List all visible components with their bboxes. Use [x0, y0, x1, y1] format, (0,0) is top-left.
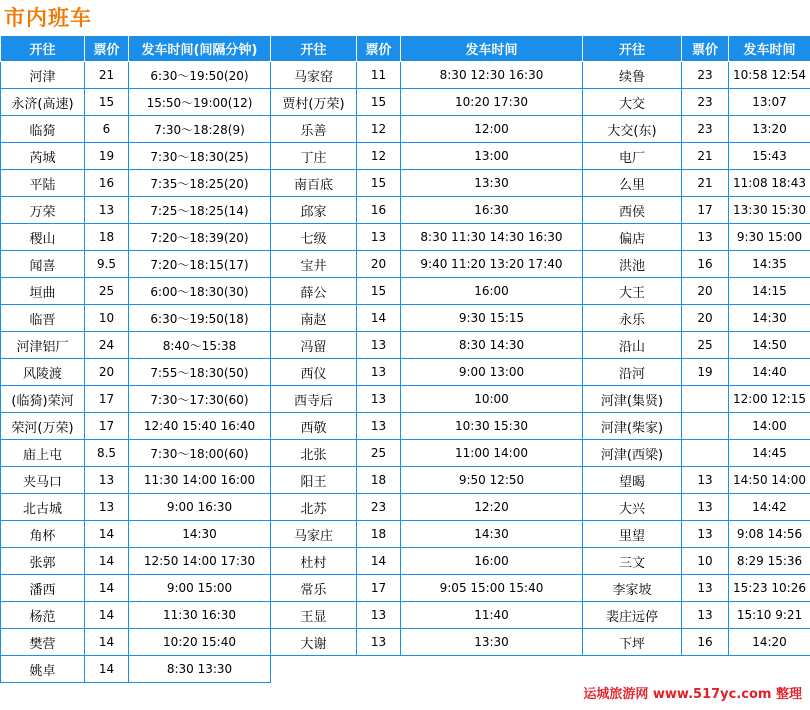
departure-times-cell: 8:30 11:30 14:30 16:30 [401, 224, 583, 251]
fare-cell: 13 [357, 413, 401, 440]
destination-cell: 么里 [583, 170, 682, 197]
table-row [1, 629, 810, 656]
fare-cell: 14 [85, 629, 129, 656]
table-row [1, 62, 810, 89]
destination-cell: 李家坡 [583, 575, 682, 602]
fare-cell: 13 [85, 197, 129, 224]
departure-times-cell: 11:30 14:00 16:00 [129, 467, 271, 494]
table-row [1, 521, 810, 548]
destination-cell: 闻喜 [1, 251, 85, 278]
fare-cell: 16 [682, 629, 729, 656]
destination-cell: 阳王 [271, 467, 357, 494]
fare-cell: 25 [682, 332, 729, 359]
destination-cell: 常乐 [271, 575, 357, 602]
destination-cell: 西寺后 [271, 386, 357, 413]
departure-times-cell: 12:00 12:15 [729, 386, 810, 413]
fare-cell [682, 440, 729, 467]
departure-times-cell: 11:30 16:30 [129, 602, 271, 629]
destination-cell: (临猗)荣河 [1, 386, 85, 413]
table-row [1, 413, 810, 440]
departure-times-cell: 14:30 [401, 521, 583, 548]
departure-times-cell: 10:20 17:30 [401, 89, 583, 116]
departure-times-cell: 8:30 12:30 16:30 [401, 62, 583, 89]
fare-cell: 25 [85, 278, 129, 305]
departure-times-cell: 13:30 [401, 170, 583, 197]
destination-cell: 万荣 [1, 197, 85, 224]
fare-cell: 19 [85, 143, 129, 170]
header-fare: 票价 [357, 36, 401, 62]
table-row [1, 440, 810, 467]
fare-cell: 18 [357, 521, 401, 548]
fare-cell: 15 [357, 89, 401, 116]
table-row [1, 197, 810, 224]
destination-cell: 河津铝厂 [1, 332, 85, 359]
destination-cell: 丁庄 [271, 143, 357, 170]
fare-cell: 13 [357, 224, 401, 251]
departure-times-cell: 9:05 15:00 15:40 [401, 575, 583, 602]
departure-times-cell: 11:40 [401, 602, 583, 629]
departure-times-cell: 7:25～18:25(14) [129, 197, 271, 224]
departure-times-cell: 7:30～17:30(60) [129, 386, 271, 413]
departure-times-cell: 14:30 [729, 305, 810, 332]
destination-cell: 王显 [271, 602, 357, 629]
table-header-row [1, 36, 810, 62]
fare-cell: 14 [85, 656, 129, 683]
departure-times-cell: 16:30 [401, 197, 583, 224]
fare-cell: 16 [682, 251, 729, 278]
table-row [1, 170, 810, 197]
fare-cell: 15 [357, 170, 401, 197]
fare-cell: 10 [682, 548, 729, 575]
fare-cell: 14 [357, 305, 401, 332]
destination-cell: 杜村 [271, 548, 357, 575]
fare-cell: 15 [85, 89, 129, 116]
departure-times-cell: 15:50～19:00(12) [129, 89, 271, 116]
table-row [1, 278, 810, 305]
departure-times-cell: 16:00 [401, 548, 583, 575]
fare-cell: 13 [357, 386, 401, 413]
destination-cell: 临猗 [1, 116, 85, 143]
fare-cell: 13 [357, 332, 401, 359]
fare-cell: 6 [85, 116, 129, 143]
departure-times-cell: 14:42 [729, 494, 810, 521]
fare-cell: 17 [357, 575, 401, 602]
fare-cell: 21 [85, 62, 129, 89]
table-row [1, 116, 810, 143]
destination-cell: 望暍 [583, 467, 682, 494]
departure-times-cell: 9:50 12:50 [401, 467, 583, 494]
destination-cell: 杨范 [1, 602, 85, 629]
fare-cell: 13 [357, 602, 401, 629]
departure-times-cell: 12:50 14:00 17:30 [129, 548, 271, 575]
fare-cell: 11 [357, 62, 401, 89]
bus-schedule-table [0, 35, 810, 683]
departure-times-cell: 8:29 15:36 [729, 548, 810, 575]
departure-times-cell: 8:30 13:30 [129, 656, 271, 683]
fare-cell: 23 [682, 116, 729, 143]
departure-times-cell: 10:58 12:54 [729, 62, 810, 89]
fare-cell: 19 [682, 359, 729, 386]
destination-cell: 北苏 [271, 494, 357, 521]
fare-cell: 24 [85, 332, 129, 359]
header-destination: 开往 [583, 36, 682, 62]
departure-times-cell: 10:20 15:40 [129, 629, 271, 656]
destination-cell: 北张 [271, 440, 357, 467]
fare-cell: 15 [357, 278, 401, 305]
departure-times-cell: 8:30 14:30 [401, 332, 583, 359]
departure-times-cell: 7:20～18:39(20) [129, 224, 271, 251]
departure-times-cell: 7:20～18:15(17) [129, 251, 271, 278]
fare-cell: 14 [85, 548, 129, 575]
header-destination: 开往 [271, 36, 357, 62]
table-row [1, 89, 810, 116]
destination-cell: 邱家 [271, 197, 357, 224]
page-title: 市内班车 [4, 6, 92, 30]
destination-cell: 张郭 [1, 548, 85, 575]
destination-cell: 马家窑 [271, 62, 357, 89]
destination-cell: 夹马口 [1, 467, 85, 494]
destination-cell: 西侯 [583, 197, 682, 224]
fare-cell [682, 413, 729, 440]
header-fare: 票价 [85, 36, 129, 62]
departure-times-cell: 12:40 15:40 16:40 [129, 413, 271, 440]
destination-cell: 西仪 [271, 359, 357, 386]
destination-cell: 潘西 [1, 575, 85, 602]
destination-cell: 三文 [583, 548, 682, 575]
fare-cell: 18 [357, 467, 401, 494]
fare-cell: 13 [85, 467, 129, 494]
destination-cell: 洪池 [583, 251, 682, 278]
departure-times-cell: 13:30 15:30 [729, 197, 810, 224]
destination-cell: 偏店 [583, 224, 682, 251]
table-row [1, 467, 810, 494]
table-row [1, 332, 810, 359]
destination-cell: 续鲁 [583, 62, 682, 89]
table-row [1, 494, 810, 521]
destination-cell: 姚卓 [1, 656, 85, 683]
fare-cell: 13 [682, 602, 729, 629]
fare-cell: 16 [357, 197, 401, 224]
destination-cell: 平陆 [1, 170, 85, 197]
departure-times-cell: 7:30～18:30(25) [129, 143, 271, 170]
destination-cell: 下坪 [583, 629, 682, 656]
table-row [1, 143, 810, 170]
empty-cell [682, 656, 729, 683]
destination-cell: 河津(西梁) [583, 440, 682, 467]
header-departure-times: 发车时间 [729, 36, 810, 62]
departure-times-cell: 10:30 15:30 [401, 413, 583, 440]
departure-times-cell: 9:00 15:00 [129, 575, 271, 602]
destination-cell: 大交(东) [583, 116, 682, 143]
destination-cell: 薛公 [271, 278, 357, 305]
destination-cell: 北古城 [1, 494, 85, 521]
fare-cell: 13 [357, 359, 401, 386]
fare-cell: 25 [357, 440, 401, 467]
fare-cell: 23 [682, 62, 729, 89]
departure-times-cell: 6:30～19:50(20) [129, 62, 271, 89]
fare-cell: 14 [85, 521, 129, 548]
fare-cell: 12 [357, 143, 401, 170]
departure-times-cell: 15:23 10:26 [729, 575, 810, 602]
fare-cell [682, 386, 729, 413]
destination-cell: 风陵渡 [1, 359, 85, 386]
fare-cell: 13 [357, 629, 401, 656]
departure-times-cell: 9:00 16:30 [129, 494, 271, 521]
destination-cell: 宝井 [271, 251, 357, 278]
empty-cell [729, 656, 810, 683]
destination-cell: 冯留 [271, 332, 357, 359]
fare-cell: 20 [357, 251, 401, 278]
fare-cell: 20 [682, 278, 729, 305]
fare-cell: 21 [682, 170, 729, 197]
fare-cell: 8.5 [85, 440, 129, 467]
destination-cell: 大谢 [271, 629, 357, 656]
fare-cell: 14 [357, 548, 401, 575]
departure-times-cell: 7:55～18:30(50) [129, 359, 271, 386]
departure-times-cell: 14:15 [729, 278, 810, 305]
departure-times-cell: 13:07 [729, 89, 810, 116]
departure-times-cell: 14:30 [129, 521, 271, 548]
departure-times-cell: 13:20 [729, 116, 810, 143]
destination-cell: 河津(集贤) [583, 386, 682, 413]
fare-cell: 12 [357, 116, 401, 143]
destination-cell: 西敬 [271, 413, 357, 440]
departure-times-cell: 13:00 [401, 143, 583, 170]
empty-cell [583, 656, 682, 683]
table-row [1, 305, 810, 332]
departure-times-cell: 9:08 14:56 [729, 521, 810, 548]
destination-cell: 沿山 [583, 332, 682, 359]
destination-cell: 大王 [583, 278, 682, 305]
fare-cell: 14 [85, 575, 129, 602]
departure-times-cell: 9:30 15:15 [401, 305, 583, 332]
departure-times-cell: 9:30 15:00 [729, 224, 810, 251]
departure-times-cell: 14:00 [729, 413, 810, 440]
destination-cell: 芮城 [1, 143, 85, 170]
destination-cell: 大兴 [583, 494, 682, 521]
fare-cell: 13 [682, 494, 729, 521]
destination-cell: 稷山 [1, 224, 85, 251]
destination-cell: 永济(高速) [1, 89, 85, 116]
fare-cell: 17 [85, 386, 129, 413]
departure-times-cell: 14:50 [729, 332, 810, 359]
destination-cell: 马家庄 [271, 521, 357, 548]
departure-times-cell: 15:10 9:21 [729, 602, 810, 629]
departure-times-cell: 7:30～18:00(60) [129, 440, 271, 467]
header-destination: 开往 [1, 36, 85, 62]
destination-cell: 永乐 [583, 305, 682, 332]
destination-cell: 乐善 [271, 116, 357, 143]
destination-cell: 沿河 [583, 359, 682, 386]
destination-cell: 河津(柴家) [583, 413, 682, 440]
fare-cell: 14 [85, 602, 129, 629]
fare-cell: 13 [682, 521, 729, 548]
departure-times-cell: 14:35 [729, 251, 810, 278]
departure-times-cell: 9:00 13:00 [401, 359, 583, 386]
fare-cell: 21 [682, 143, 729, 170]
departure-times-cell: 12:20 [401, 494, 583, 521]
destination-cell: 河津 [1, 62, 85, 89]
departure-times-cell: 14:45 [729, 440, 810, 467]
destination-cell: 电厂 [583, 143, 682, 170]
departure-times-cell: 13:30 [401, 629, 583, 656]
departure-times-cell: 11:00 14:00 [401, 440, 583, 467]
footer-credit: 运城旅游网 www.517yc.com 整理 [583, 687, 802, 702]
departure-times-cell: 7:35～18:25(20) [129, 170, 271, 197]
fare-cell: 23 [357, 494, 401, 521]
destination-cell: 南百底 [271, 170, 357, 197]
destination-cell: 里望 [583, 521, 682, 548]
fare-cell: 20 [682, 305, 729, 332]
departure-times-cell: 9:40 11:20 13:20 17:40 [401, 251, 583, 278]
header-departure-times: 发车时间(间隔分钟) [129, 36, 271, 62]
departure-times-cell: 6:30～19:50(18) [129, 305, 271, 332]
destination-cell: 裴庄远停 [583, 602, 682, 629]
fare-cell: 18 [85, 224, 129, 251]
fare-cell: 13 [682, 467, 729, 494]
fare-cell: 16 [85, 170, 129, 197]
table-row [1, 359, 810, 386]
destination-cell: 荣河(万荣) [1, 413, 85, 440]
fare-cell: 9.5 [85, 251, 129, 278]
empty-cell [271, 656, 357, 683]
departure-times-cell: 8:40～15:38 [129, 332, 271, 359]
table-row [1, 548, 810, 575]
departure-times-cell: 10:00 [401, 386, 583, 413]
table-row [1, 602, 810, 629]
departure-times-cell: 12:00 [401, 116, 583, 143]
departure-times-cell: 14:20 [729, 629, 810, 656]
header-fare: 票价 [682, 36, 729, 62]
table-row [1, 656, 810, 683]
destination-cell: 贾村(万荣) [271, 89, 357, 116]
fare-cell: 13 [85, 494, 129, 521]
header-departure-times: 发车时间 [401, 36, 583, 62]
fare-cell: 13 [682, 224, 729, 251]
fare-cell: 17 [682, 197, 729, 224]
table-row [1, 251, 810, 278]
table-row [1, 386, 810, 413]
destination-cell: 南赵 [271, 305, 357, 332]
fare-cell: 17 [85, 413, 129, 440]
destination-cell: 临晋 [1, 305, 85, 332]
table-row [1, 224, 810, 251]
destination-cell: 七级 [271, 224, 357, 251]
departure-times-cell: 6:00～18:30(30) [129, 278, 271, 305]
fare-cell: 20 [85, 359, 129, 386]
destination-cell: 垣曲 [1, 278, 85, 305]
destination-cell: 庙上屯 [1, 440, 85, 467]
table-row [1, 575, 810, 602]
fare-cell: 10 [85, 305, 129, 332]
departure-times-cell: 15:43 [729, 143, 810, 170]
departure-times-cell: 11:08 18:43 [729, 170, 810, 197]
empty-cell [401, 656, 583, 683]
empty-cell [357, 656, 401, 683]
destination-cell: 樊营 [1, 629, 85, 656]
departure-times-cell: 7:30～18:28(9) [129, 116, 271, 143]
destination-cell: 大交 [583, 89, 682, 116]
departure-times-cell: 16:00 [401, 278, 583, 305]
fare-cell: 23 [682, 89, 729, 116]
departure-times-cell: 14:40 [729, 359, 810, 386]
fare-cell: 13 [682, 575, 729, 602]
departure-times-cell: 14:50 14:00 [729, 467, 810, 494]
destination-cell: 角杯 [1, 521, 85, 548]
